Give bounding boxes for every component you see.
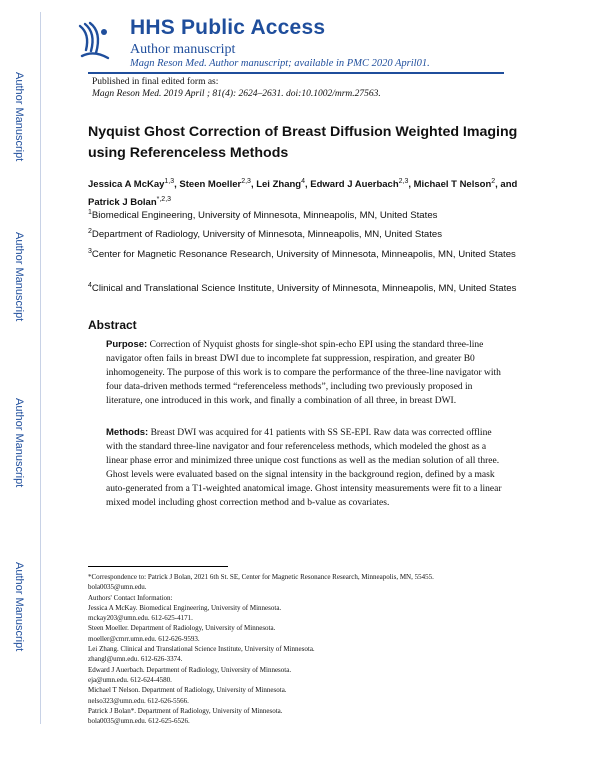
footnotes xyxy=(88,572,528,726)
author-manuscript-subtitle: Author manuscript xyxy=(130,42,236,57)
abstract-methods xyxy=(106,426,504,510)
author-name: Patrick J Bolan xyxy=(88,197,157,209)
hhs-public-access-title: HHS Public Access xyxy=(130,16,326,39)
author-manuscript-label: Author Manuscript xyxy=(13,72,25,162)
footnote-line: mckay203@umn.edu. 612-625-4171. xyxy=(88,614,193,623)
published-label: Published in final edited form as: xyxy=(92,77,219,87)
author-name: Jessica A McKay xyxy=(88,179,165,191)
footnote-line: Edward J Auerbach. Department of Radiology, University of Minnesota. xyxy=(88,665,292,674)
purpose-label: Purpose: xyxy=(106,339,148,350)
hhs-eagle-logo-icon xyxy=(74,20,114,64)
author-name: Michael T Nelson xyxy=(413,179,492,191)
methods-label: Methods: xyxy=(106,427,149,438)
author-manuscript-label: Author Manuscript xyxy=(13,232,25,322)
paper-title: Nyquist Ghost Correction of Breast Diffusion Weighted Imaging using Referenceless Methods xyxy=(88,124,518,161)
abstract-heading: Abstract xyxy=(88,318,137,332)
footnote-line: *Correspondence to: Patrick J Bolan, 2021 6th St. SE, Center for Magnetic Resonance Research, Minneapolis, MN, 55455. xyxy=(88,573,434,581)
affiliation: $^3$Center for Magnetic Resonance Research, University of Minnesota, Minneapolis, MN, United States xyxy=(88,248,516,261)
footnote-rule xyxy=(88,566,228,567)
footnote-line: nelso323@umn.edu. 612-626-5566. xyxy=(88,696,189,705)
affiliation: $^4$Clinical and Translational Science Institute, University of Minnesota, Minneapolis, MN, United States xyxy=(88,282,517,295)
margin-divider xyxy=(40,12,41,724)
affiliation: $^2$Department of Radiology, University of Minnesota, Minneapolis, MN, United States xyxy=(88,228,443,241)
author-name: Edward J Auerbach xyxy=(310,179,399,191)
footnote-line: moeller@cmrr.umn.edu. 612-626-9593. xyxy=(88,634,200,643)
footnote-line: Michael T Nelson. Department of Radiology, University of Minnesota. xyxy=(88,686,287,695)
footnote-line: eja@umn.edu. 612-624-4580. xyxy=(88,675,172,684)
footnote-line: Authors' Contact Information: xyxy=(88,593,173,602)
author-name: Steen Moeller xyxy=(179,179,242,191)
author-manuscript-label: Author Manuscript xyxy=(13,562,25,652)
footnote-line: zhangl@umn.edu. 612-626-3374. xyxy=(88,655,183,664)
footnote-line: Steen Moeller. Department of Radiology, University of Minnesota. xyxy=(88,624,276,633)
author-list: Jessica A McKay$^{1,3}$, Steen Moeller$^{2,3}$, Lei Zhang$^4$, Edward J Auerbach$^{2,3}$, Michael T Nelson$^2$, and Patrick J Bolan$^{*,2,3}$ xyxy=(88,178,518,209)
footnote-line: Patrick J Bolan*. Department of Radiology, University of Minnesota. xyxy=(88,706,283,715)
author-name: Lei Zhang xyxy=(256,179,302,191)
footnote-line: bola0035@umn.edu. xyxy=(88,583,147,592)
author-manuscript-label: Author Manuscript xyxy=(13,398,25,488)
availability-line: Magn Reson Med. Author manuscript; available in PMC 2020 April01. xyxy=(130,58,430,69)
header-rule xyxy=(88,72,504,74)
footnote-line: Jessica A McKay. Biomedical Engineering, University of Minnesota. xyxy=(88,603,282,612)
footnote-line: Lei Zhang. Clinical and Translational Science Institute, University of Minnesota. xyxy=(88,645,315,654)
methods-text: Breast DWI was acquired for 41 patients with SS SE-EPI. Raw data was corrected offline with the standard three-line navigator and four referenceless methods, which modeled the ghost as a linear phase error and minimized three unique cost functions as well as the median solution of all three. Ghost levels were evaluated based on the signal intensity in the background region, defined by a mask auto-generated from a T1-weighted anatomical image. Ghost intensity measurements were fit to a linear mixed model including ghost correction method and b-value as covariates. xyxy=(106,428,502,508)
affiliation: $^1$Biomedical Engineering, University of Minnesota, Minneapolis, MN, United States xyxy=(88,209,438,222)
left-margin-labels xyxy=(0,0,50,776)
purpose-text: Correction of Nyquist ghosts for single-shot spin-echo EPI using the standard three-line navigator often fails in breast DWI due to incomplete fat suppression, respiration, and greater B0 inhomogeneity. The purpose of this work is to compare the performance of the three-line navigator with four data-driven methods termed “referenceless methods”, including two previously proposed in literature, one introduced in this work, and finally a combination of all three, in breast DWI. xyxy=(106,340,501,406)
abstract-purpose xyxy=(106,338,504,408)
citation: Magn Reson Med. 2019 April ; 81(4): 2624–2631. doi:10.1002/mrm.27563. xyxy=(92,89,381,99)
footnote-line: bola0035@umn.edu. 612-625-6526. xyxy=(88,717,190,726)
